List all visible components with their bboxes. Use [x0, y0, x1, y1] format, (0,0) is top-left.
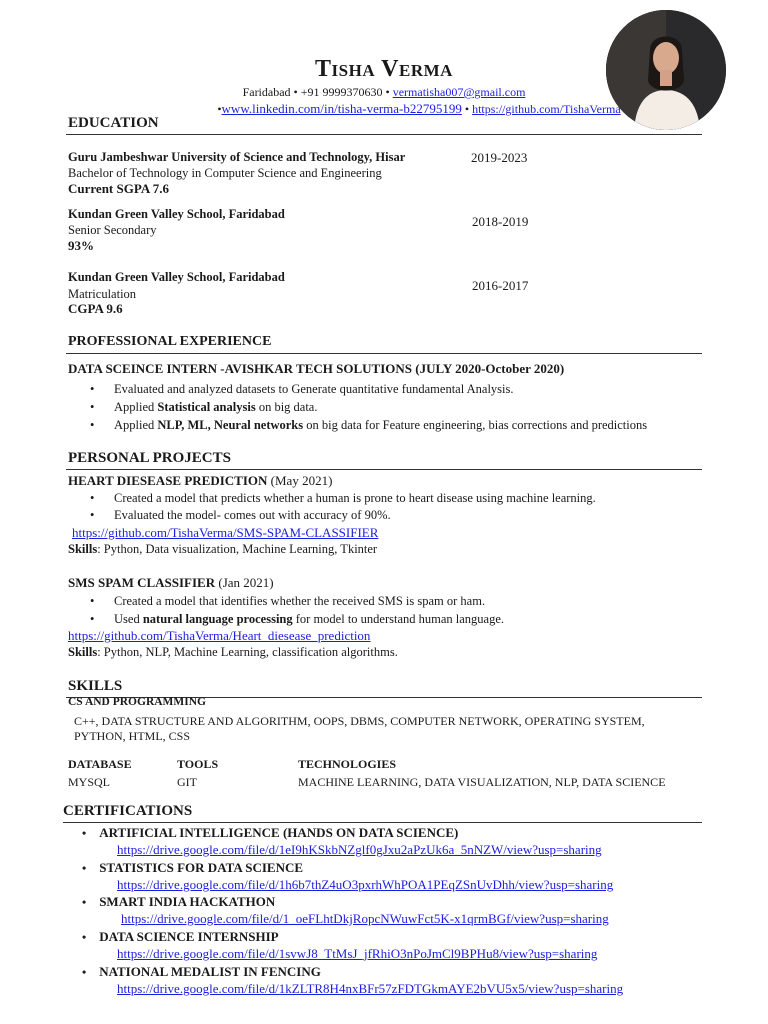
bullet-icon: •	[82, 895, 87, 909]
edu-degree-2: Senior Secondary	[68, 223, 157, 237]
github-link[interactable]: https://github.com/TishaVerma	[472, 102, 621, 116]
skills-col-label-database: DATABASE	[68, 757, 132, 771]
bullet-icon: •	[90, 508, 95, 522]
bullet-text: Evaluated the model- comes out with accuracy of 90%.	[114, 508, 391, 522]
contact-line	[0, 85, 768, 100]
skills-col-value-tools: GIT	[177, 775, 197, 789]
bullet-icon: •	[90, 612, 95, 626]
cs-heading: CS AND PROGRAMMING	[68, 696, 206, 708]
bullet-icon: •	[90, 400, 95, 414]
cert-item	[82, 894, 275, 910]
section-divider	[66, 353, 702, 354]
bullet-text: Evaluated and analyzed datasets to Generate quantitative fundamental Analysis.	[114, 382, 514, 396]
cert-link[interactable]: https://drive.google.com/file/d/1h6b7thZ4uO3pxrhWhPOA1PEqZSnUvDhh/view?usp=sharing	[117, 877, 614, 892]
section-divider	[63, 822, 702, 823]
candidate-name: Tisha Verma	[315, 56, 453, 82]
bullet-text: Created a model that identifies whether the received SMS is spam or ham.	[114, 594, 486, 608]
cert-title: NATIONAL MEDALIST IN FENCING	[99, 964, 321, 979]
edu-score-2: 93%	[68, 238, 94, 253]
edu-score-1: Current SGPA 7.6	[68, 181, 169, 196]
edu-degree-1: Bachelor of Technology in Computer Science and Engineering	[68, 166, 382, 180]
bullet-icon: •	[90, 418, 95, 432]
skills-list: : Python, NLP, Machine Learning, classification algorithms.	[97, 645, 398, 659]
edu-years-2: 2018-2019	[472, 214, 529, 229]
skills-col-value-technologies: MACHINE LEARNING, DATA VISUALIZATION, NLP, DATA SCIENCE	[298, 775, 666, 789]
bullet-text: Used	[114, 612, 143, 626]
cert-item	[82, 964, 321, 980]
bullet-text: on big data for Feature engineering, bias corrections and predictions	[303, 418, 648, 432]
project-repo-link[interactable]: https://github.com/TishaVerma/SMS-SPAM-CLASSIFIER	[72, 525, 379, 540]
skills-col-value-database: MYSQL	[68, 775, 111, 789]
skills-heading: SKILLS	[68, 678, 123, 694]
bullet-icon: •	[82, 930, 87, 944]
cert-item	[82, 825, 458, 841]
email-link[interactable]: vermatisha007@gmail.com	[392, 85, 526, 99]
cs-skills-line-1: C++, DATA STRUCTURE AND ALGORITHM, OOPS, DBMS, COMPUTER NETWORK, OPERATING SYSTEM,	[74, 714, 645, 728]
cert-item	[82, 860, 303, 876]
project-skills	[68, 542, 377, 557]
bullet-emphasis: Statistical analysis	[157, 400, 256, 414]
location: Faridabad	[242, 85, 291, 99]
bullet-text: Applied	[114, 418, 158, 432]
cert-link[interactable]: https://drive.google.com/file/d/1svwJ8_TtMsJ_jfRhiO3nPoJmCl9BPHu8/view?usp=sharing	[117, 946, 598, 961]
experience-title: DATA SCEINCE INTERN -AVISHKAR TECH SOLUTIONS (JULY 2020-October 2020)	[68, 361, 565, 376]
bullet-icon: •	[82, 861, 87, 875]
bullet-text: Applied	[114, 400, 158, 414]
bullet-emphasis: natural language processing	[142, 612, 293, 626]
project-skills	[68, 645, 398, 660]
cert-title: SMART INDIA HACKATHON	[99, 894, 276, 909]
edu-score-3: CGPA 9.6	[68, 301, 123, 316]
skills-col-label-tools: TOOLS	[177, 757, 219, 771]
phone: +91 9999370630	[300, 85, 383, 99]
cert-link[interactable]: https://drive.google.com/file/d/1kZLTR8H4nxBFr57zFDTGkmAYE2bVU5x5/view?usp=sharing	[117, 981, 624, 996]
bullet-emphasis: NLP, ML, Neural networks	[157, 418, 304, 432]
edu-years-3: 2016-2017	[472, 278, 529, 293]
edu-degree-3: Matriculation	[68, 287, 137, 301]
experience-heading: PROFESSIONAL EXPERIENCE	[68, 334, 272, 349]
certifications-heading: CERTIFICATIONS	[63, 803, 193, 819]
edu-school-2: Kundan Green Valley School, Faridabad	[68, 207, 285, 221]
project-title: SMS SPAM CLASSIFIER	[68, 575, 216, 590]
section-divider	[66, 469, 702, 470]
education-heading: EDUCATION	[68, 115, 159, 131]
separator: •	[464, 102, 473, 116]
project-date: (May 2021)	[267, 473, 333, 488]
skills-col-label-technologies: TECHNOLOGIES	[298, 757, 397, 771]
project-title-line	[68, 473, 332, 489]
bullet-icon: •	[90, 382, 95, 396]
skills-list: : Python, Data visualization, Machine Learning, Tkinter	[97, 542, 378, 556]
bullet-icon: •	[90, 491, 95, 505]
skills-label: Skills	[68, 645, 98, 659]
cert-link[interactable]: https://drive.google.com/file/d/1eI9hKSkbNZglf0gJxu2aPzUk6a_5nNZW/view?usp=sharing	[117, 842, 602, 857]
projects-heading: PERSONAL PROJECTS	[68, 450, 231, 466]
project-date: (Jan 2021)	[215, 575, 274, 590]
cert-title: DATA SCIENCE INTERNSHIP	[99, 929, 279, 944]
cert-link[interactable]: https://drive.google.com/file/d/1_oeFLhtDkjRopcNWuwFct5K-x1qrmBGf/view?usp=sharing	[121, 911, 609, 926]
separator: •	[293, 85, 301, 99]
separator: •	[385, 85, 393, 99]
cs-skills-line-2: PYTHON, HTML, CSS	[74, 729, 191, 743]
bullet-text: on big data.	[255, 400, 318, 414]
bullet-text: for model to understand human language.	[292, 612, 505, 626]
linkedin-link[interactable]: www.linkedin.com/in/tisha-verma-b22795199	[221, 101, 462, 116]
edu-years-1: 2019-2023	[471, 150, 528, 165]
section-divider	[66, 134, 702, 135]
cert-title: STATISTICS FOR DATA SCIENCE	[99, 860, 304, 875]
skills-label: Skills	[68, 542, 98, 556]
project-title: HEART DIESEASE PREDICTION	[68, 473, 268, 488]
cert-title: ARTIFICIAL INTELLIGENCE (HANDS ON DATA SCIENCE)	[99, 825, 459, 840]
bullet-icon: •	[82, 826, 87, 840]
bullet-text: Created a model that predicts whether a human is prone to heart disease using machine learning.	[114, 491, 596, 505]
bullet-icon: •	[90, 594, 95, 608]
edu-school-1: Guru Jambeshwar University of Science and Technology, Hisar	[68, 150, 406, 164]
project-repo-link[interactable]: https://github.com/TishaVerma/Heart_diesease_prediction	[68, 628, 371, 643]
cert-item	[82, 929, 279, 945]
bullet-icon: •	[82, 965, 87, 979]
edu-school-3: Kundan Green Valley School, Faridabad	[68, 270, 285, 284]
project-title-line	[68, 575, 274, 591]
separator: •	[217, 102, 222, 116]
